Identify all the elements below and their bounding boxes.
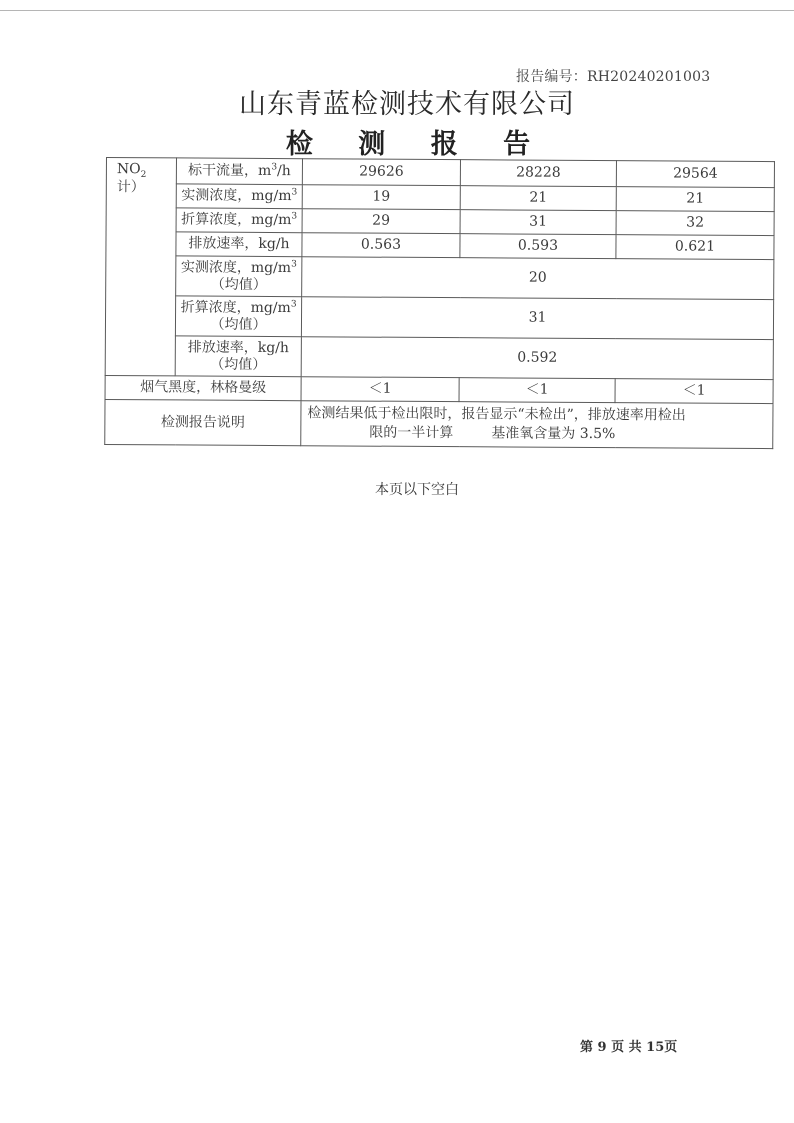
page-number: 第 9 页 共 15页	[580, 1040, 678, 1055]
note-line-2a: 限的一半计算	[369, 424, 454, 442]
note-text	[301, 401, 773, 449]
param-label: 排放速率，kg/h	[176, 232, 302, 257]
value-cell: 29626	[302, 159, 460, 186]
results-table	[104, 157, 775, 449]
results-table-wrapper	[104, 157, 774, 449]
value-cell: 29	[302, 209, 460, 234]
value-cell: 29564	[616, 161, 774, 188]
table-row	[105, 335, 773, 379]
param-label-avg: 折算浓度，$mg/m^3$ （均值）	[175, 296, 301, 337]
value-cell: 0.593	[460, 234, 616, 259]
value-cell: 32	[616, 211, 774, 236]
value-cell: 28228	[460, 160, 616, 187]
group-label-subscript: 2	[140, 170, 147, 181]
value-cell: 0.563	[302, 233, 460, 258]
avg-value-cell: 0.592	[301, 337, 773, 380]
note-line-1: 检测结果低于检出限时，报告显示“未检出”，排放速率用检出	[307, 405, 686, 424]
group-label-text: NO	[116, 161, 141, 178]
avg-value-cell: 31	[301, 297, 773, 340]
param-label: 标干流量，$m^3/h$	[176, 158, 302, 185]
company-name: 山东青蓝检测技术有限公司	[239, 89, 575, 120]
document-title: 检 测 报 告	[285, 129, 549, 160]
param-label-avg: 实测浓度，$mg/m^3$ （均值）	[176, 256, 302, 297]
value-cell: ＜1	[615, 379, 773, 404]
avg-value-cell: 20	[302, 257, 774, 300]
group-label-text-2: 计）	[116, 179, 145, 196]
value-cell: ＜1	[459, 378, 615, 403]
value-cell: ＜1	[301, 377, 459, 402]
param-label: 实测浓度，$mg/m^3$	[176, 184, 302, 209]
param-label: 折算浓度，$mg/m^3$	[176, 208, 302, 233]
value-cell: 21	[616, 187, 774, 212]
blank-page-note: 本页以下空白	[375, 482, 459, 498]
table-row	[106, 256, 774, 300]
report-number: 报告编号：RH20240201003	[516, 69, 711, 85]
table-row	[105, 296, 773, 340]
value-cell: 0.621	[616, 235, 774, 260]
value-cell: 19	[302, 185, 460, 210]
param-label-avg: 排放速率，kg/h （均值）	[175, 336, 301, 377]
table-row	[106, 158, 774, 188]
value-cell: 31	[460, 210, 616, 235]
note-label: 检测报告说明	[105, 399, 301, 445]
note-line-2b: 基准氧含量为 3.5%	[491, 425, 616, 443]
value-cell: 21	[460, 186, 616, 211]
top-border-line	[0, 10, 794, 11]
table-row	[105, 399, 773, 448]
pollutant-group-label	[105, 158, 176, 376]
smoke-label: 烟气黑度，林格曼级	[105, 375, 301, 400]
